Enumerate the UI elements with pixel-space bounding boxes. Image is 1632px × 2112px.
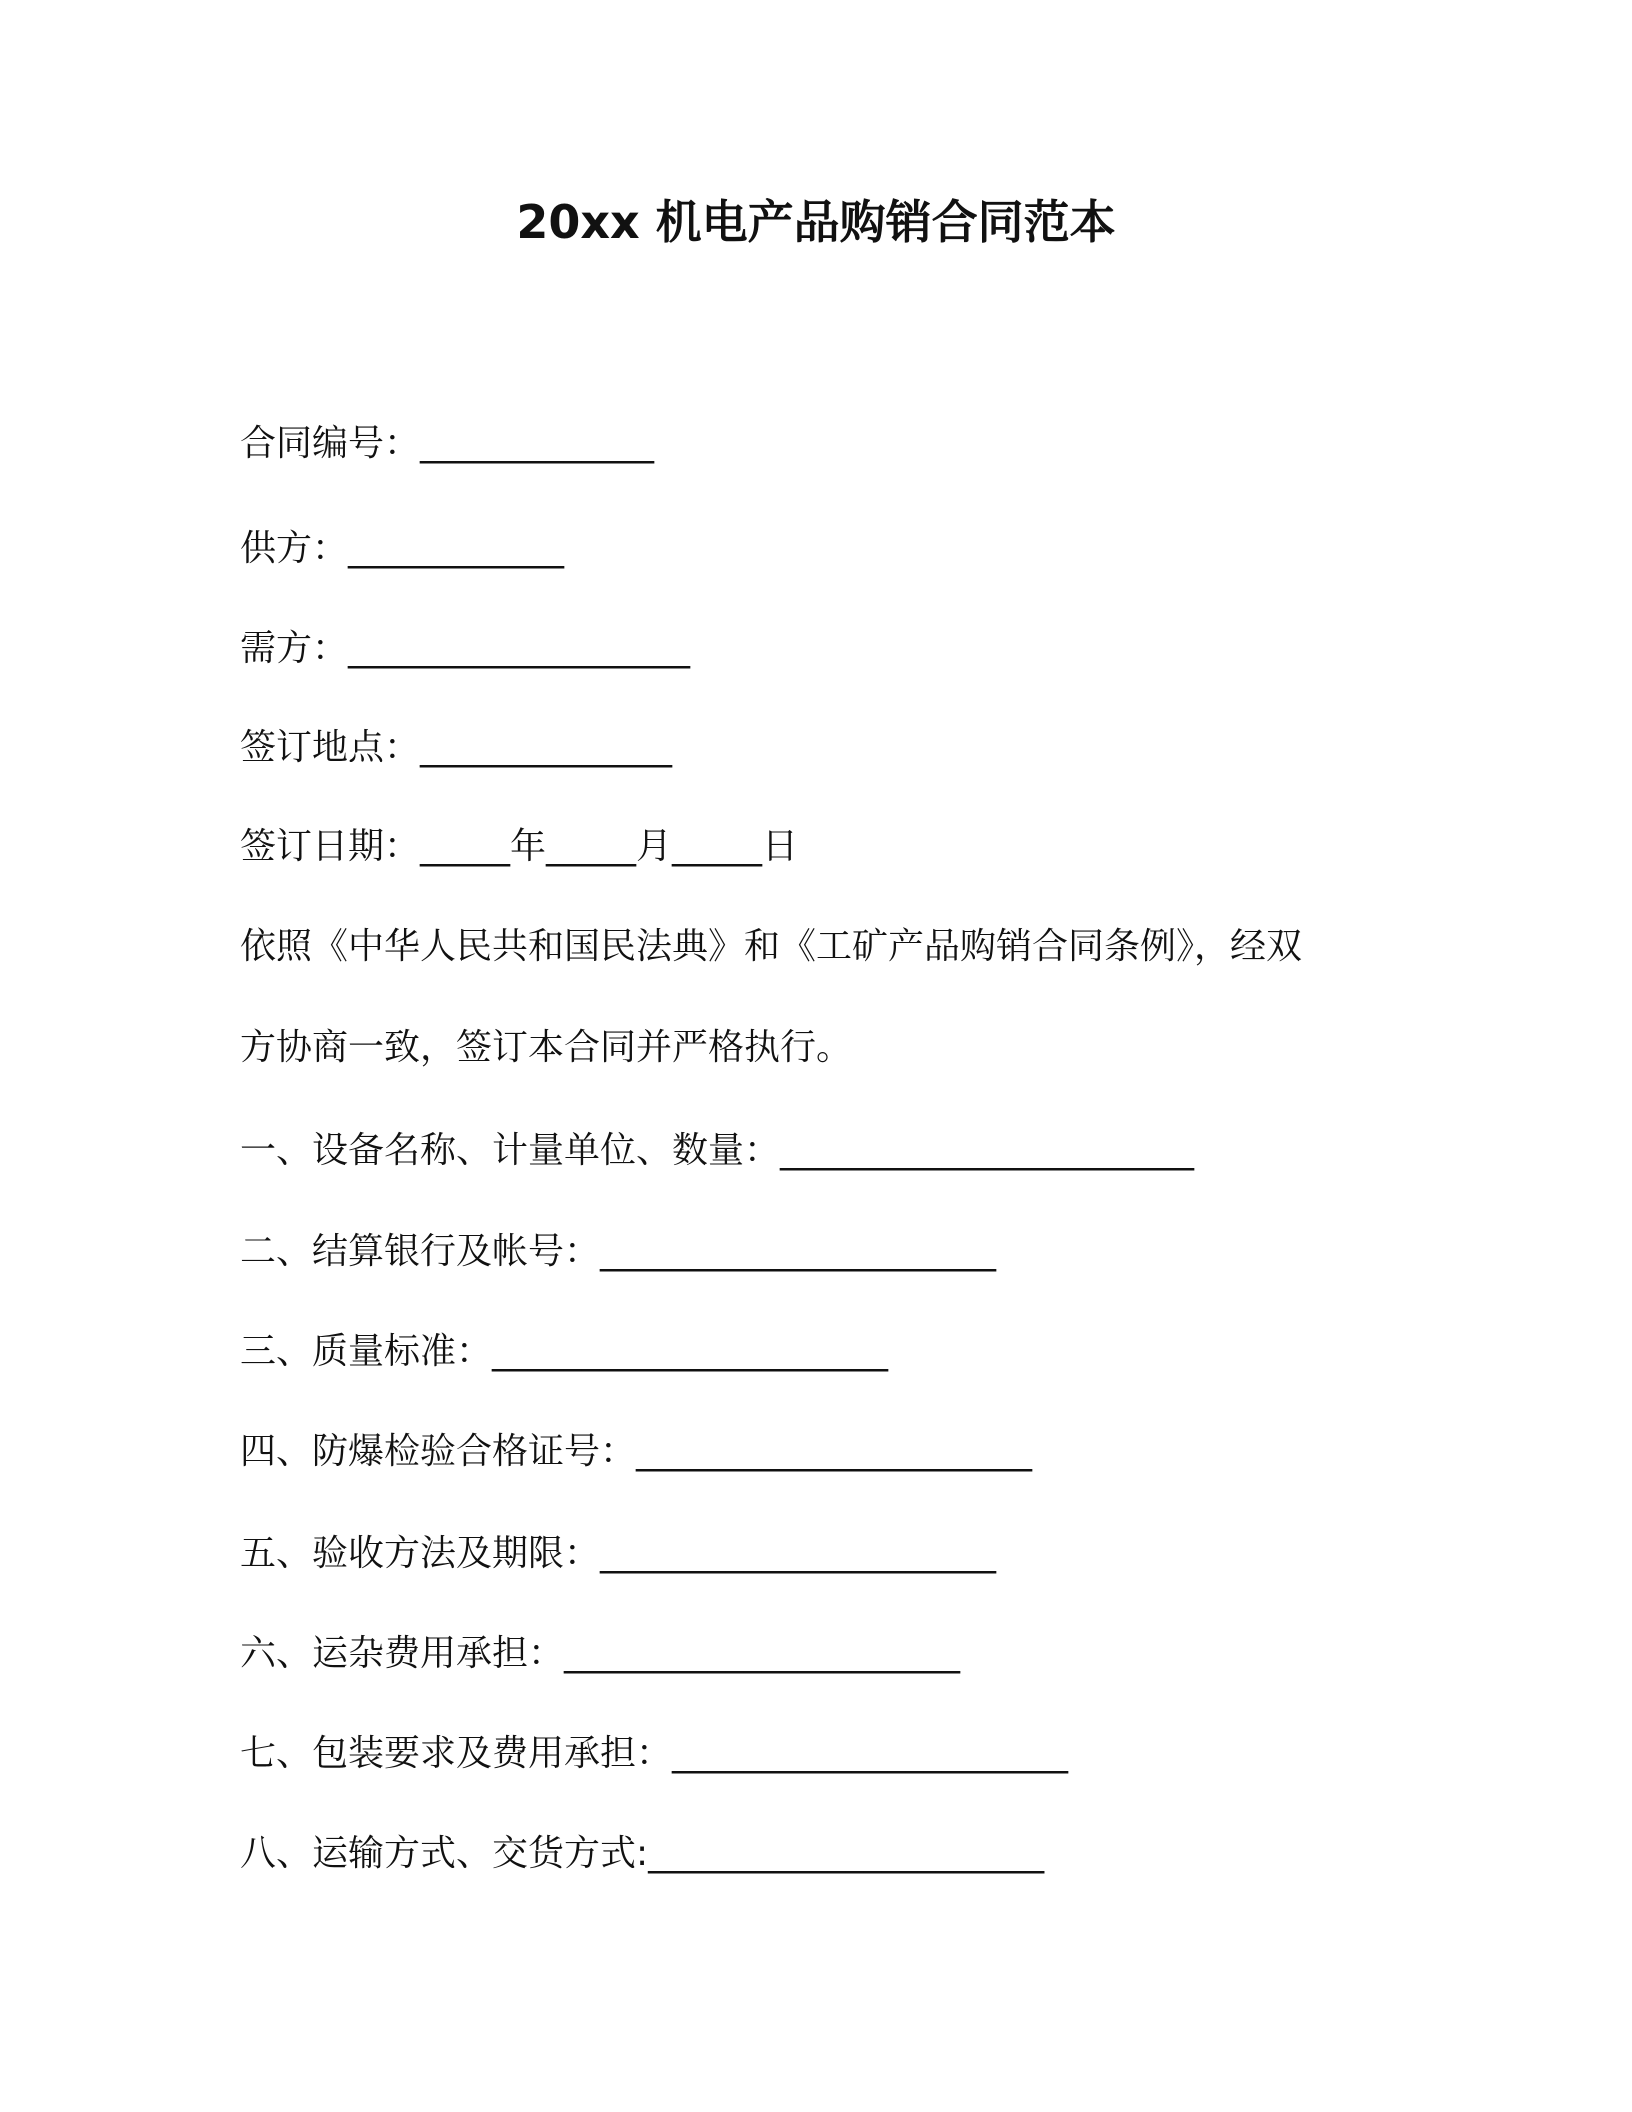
clause-3-quality-standard: 三、质量标准：______________________ [240,1331,889,1372]
signing-place-field: 签订地点：______________ [240,727,673,768]
clause-2-bank-account: 二、结算银行及帐号：______________________ [240,1231,997,1272]
document-title: 20xx 机电产品购销合同范本 [516,195,1116,249]
clause-7-packaging: 七、包装要求及费用承担：______________________ [240,1733,1069,1774]
signing-date-field: 签订日期：_____年_____月_____日 [240,826,799,867]
clause-1-equipment: 一、设备名称、计量单位、数量：_______________________ [240,1130,1195,1171]
preamble-line-1: 依照《中华人民共和国民法典》和《工矿产品购销合同条例》，经双 [240,926,1303,967]
clause-4-explosion-cert: 四、防爆检验合格证号：______________________ [240,1431,1033,1472]
supplier-field: 供方：____________ [240,528,565,569]
preamble-line-2: 方协商一致，签订本合同并严格执行。 [240,1027,853,1068]
clause-8-transport-delivery: 八、运输方式、交货方式:______________________ [240,1833,1045,1874]
contract-number-field: 合同编号：_____________ [240,423,655,464]
clause-5-acceptance: 五、验收方法及期限：______________________ [240,1533,997,1574]
buyer-field: 需方：___________________ [240,628,691,669]
clause-6-freight-cost: 六、运杂费用承担：______________________ [240,1633,961,1674]
